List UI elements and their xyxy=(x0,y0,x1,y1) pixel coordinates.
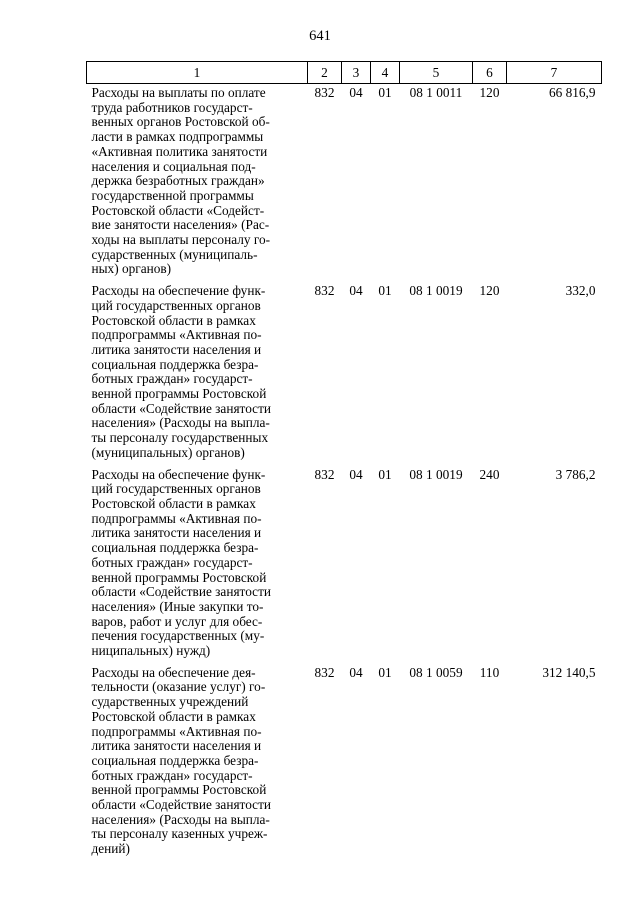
table-body xyxy=(87,84,602,864)
row-description: Расходы на обеспечение функ- ций государственных органов Ростовской области в рамках подпрограммы «Активная по- литика занятости населения и социальная поддержка безра- ботных граждан» государст- венной программы Ростовской области «Содействие занятости населения» (Расходы на выпла- ты персоналу государственных (муниципальных) органов) xyxy=(91,283,272,460)
row-code-ministry: 832 xyxy=(314,664,335,680)
header-col-5: 5 xyxy=(400,62,473,84)
header-col-6: 6 xyxy=(473,62,507,84)
header-row xyxy=(87,62,602,84)
row-code-section: 04 xyxy=(349,664,363,680)
row-amount: 332,0 xyxy=(565,283,596,299)
header-col-1: 1 xyxy=(87,62,308,84)
row-code-ministry: 832 xyxy=(314,466,335,482)
row-code-expense-type: 240 xyxy=(479,466,500,482)
row-code-expense-type: 110 xyxy=(479,664,500,680)
table-row xyxy=(87,284,602,467)
row-code-subsection: 01 xyxy=(378,85,392,100)
header-col-7: 7 xyxy=(507,62,602,84)
header-col-2: 2 xyxy=(308,62,342,84)
row-code-target: 08 1 0059 xyxy=(409,664,463,680)
row-code-target: 08 1 0019 xyxy=(409,283,463,299)
table-row xyxy=(87,84,602,285)
row-description: Расходы на выплаты по оплате труда работников государст- венных органов Ростовской об- ласти в рамках подпрограммы «Активная политика занятости населения и социальная под- держка безработных граждан» государственной программы Ростовской области «Содейст- вие занятости населения» (Рас- ходы на выплаты персоналу го- сударственных (муниципаль- ных) органов) xyxy=(91,85,271,277)
row-code-ministry: 832 xyxy=(314,283,335,299)
row-description: Расходы на обеспечение функ- ций государственных органов Ростовской области в рамках подпрограммы «Активная по- литика занятости населения и социальная поддержка безра- ботных граждан» государст- венной программы Ростовской области «Содействие занятости населения» (Иные закупки то- варов, работ и услуг для обес- печения государственных (му- ниципальных) нужд) xyxy=(91,466,272,659)
row-code-section: 04 xyxy=(349,466,363,482)
row-description: Расходы на обеспечение дея- тельности (оказание услуг) го- сударственных учреждений Ростовской области в рамках подпрограммы «Активная по- литика занятости населения и социальная поддержка безра- ботных граждан» государст- венной программы Ростовской области «Содействие занятости населения» (Расходы на выпла- ты персоналу казенных учреж- дений) xyxy=(91,664,272,857)
row-code-subsection: 01 xyxy=(378,466,392,482)
header-col-3: 3 xyxy=(342,62,371,84)
row-code-expense-type: 120 xyxy=(479,85,500,100)
row-code-ministry: 832 xyxy=(314,85,335,100)
row-code-subsection: 01 xyxy=(378,664,392,680)
table-row xyxy=(87,468,602,666)
page-number: 641 xyxy=(309,28,331,44)
row-amount: 312 140,5 xyxy=(542,664,596,680)
table-header xyxy=(87,62,602,84)
row-code-section: 04 xyxy=(349,85,363,100)
table-row xyxy=(87,666,602,864)
row-amount: 66 816,9 xyxy=(548,85,596,100)
row-code-target: 08 1 0011 xyxy=(409,85,463,100)
row-code-subsection: 01 xyxy=(378,283,392,299)
row-code-expense-type: 120 xyxy=(479,283,500,299)
row-amount: 3 786,2 xyxy=(555,466,596,482)
header-col-4: 4 xyxy=(371,62,400,84)
budget-table xyxy=(86,61,602,864)
row-code-section: 04 xyxy=(349,283,363,299)
row-code-target: 08 1 0019 xyxy=(409,466,463,482)
